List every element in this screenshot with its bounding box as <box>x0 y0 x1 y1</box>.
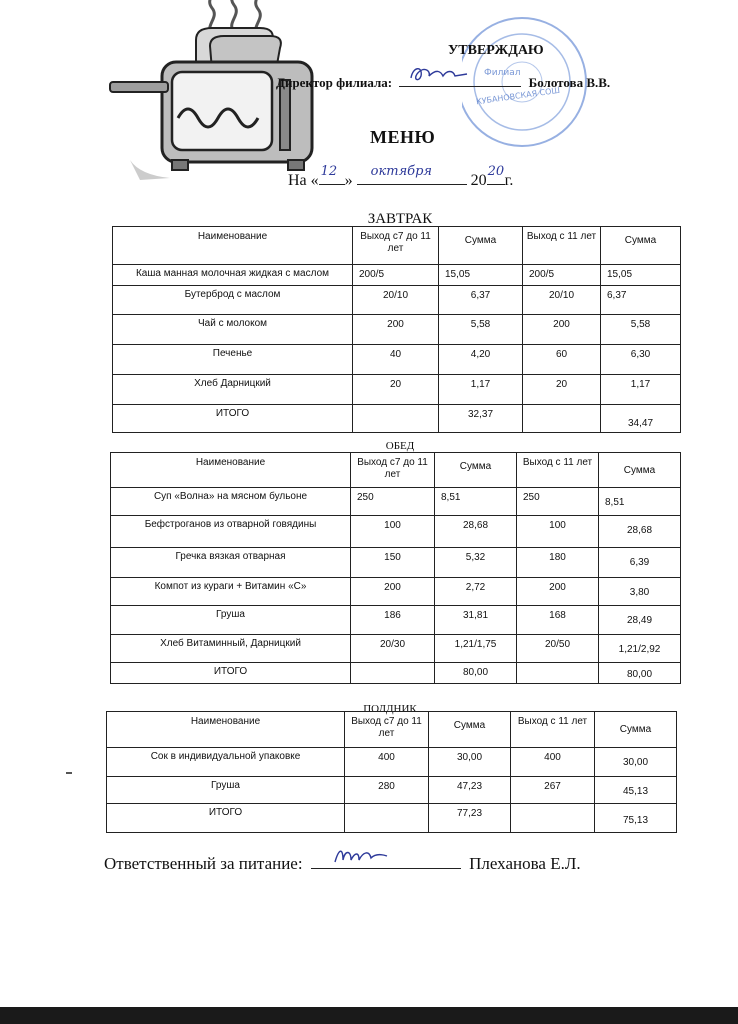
responsible-name: Плеханова Е.Л. <box>469 854 581 873</box>
table-row <box>107 777 677 804</box>
director-label: Директор филиала: <box>276 75 393 90</box>
sum1-value: 5,58 <box>439 315 523 345</box>
sum2-value: 8,51 <box>599 488 681 516</box>
signature-line <box>311 852 461 869</box>
sum1-value: 28,68 <box>435 516 517 548</box>
col-sum2: Сумма <box>601 227 681 265</box>
col-out2: Выход с 11 лет <box>511 712 595 748</box>
out2-value: 20/50 <box>517 635 599 663</box>
out1-value: 280 <box>345 777 429 804</box>
dish-name: Бутерброд с маслом <box>113 286 353 315</box>
total-label: ИТОГО <box>111 663 351 684</box>
table-header-row <box>113 227 681 265</box>
out1-value: 200 <box>353 315 439 345</box>
table-row <box>113 375 681 405</box>
total-sum2: 75,13 <box>595 804 677 833</box>
out1-value: 250 <box>351 488 435 516</box>
dish-name: Чай с молоком <box>113 315 353 345</box>
approve-heading: УТВЕРЖДАЮ <box>448 43 544 58</box>
scan-mark <box>66 772 72 774</box>
total-sum1: 80,00 <box>435 663 517 684</box>
sum2-value: 15,05 <box>601 265 681 286</box>
total-row <box>107 804 677 833</box>
sum2-value: 6,30 <box>601 345 681 375</box>
out2-value: 20/10 <box>523 286 601 315</box>
dish-name: Хлеб Витаминный, Дарницкий <box>111 635 351 663</box>
director-signature <box>407 62 477 86</box>
date-year-prefix: 20 <box>470 172 487 189</box>
out1-value: 400 <box>345 748 429 777</box>
sum2-value: 6,37 <box>601 286 681 315</box>
date-mid: » <box>344 172 353 189</box>
dish-name: Суп «Волна» на мясном бульоне <box>111 488 351 516</box>
col-name: Наименование <box>111 453 351 488</box>
out2-value: 100 <box>517 516 599 548</box>
out1-value: 200 <box>351 578 435 606</box>
date-day-slot <box>319 164 345 185</box>
table-row <box>113 345 681 375</box>
out2-value: 200 <box>523 315 601 345</box>
dish-name: Гречка вязкая отварная <box>111 548 351 578</box>
out2-value: 250 <box>517 488 599 516</box>
table-row <box>111 548 681 578</box>
table-row <box>111 635 681 663</box>
sum2-value: 1,17 <box>601 375 681 405</box>
responsible-signature <box>331 844 391 868</box>
table-header-row <box>107 712 677 748</box>
table-row <box>111 578 681 606</box>
col-name: Наименование <box>107 712 345 748</box>
table-row <box>111 488 681 516</box>
total-out2 <box>523 405 601 433</box>
total-out2 <box>511 804 595 833</box>
out1-value: 150 <box>351 548 435 578</box>
sum2-value: 5,58 <box>601 315 681 345</box>
out1-value: 20/30 <box>351 635 435 663</box>
breakfast-title: ЗАВТРАК <box>367 211 433 227</box>
signature-line <box>399 74 521 87</box>
date-month: октября <box>370 164 433 179</box>
dish-name: Груша <box>107 777 345 804</box>
out1-value: 200/5 <box>353 265 439 286</box>
col-sum1: Сумма <box>439 227 523 265</box>
total-row <box>111 663 681 684</box>
table-row <box>113 286 681 315</box>
out1-value: 40 <box>353 345 439 375</box>
total-sum1: 77,23 <box>429 804 511 833</box>
dish-name: Сок в индивидуальной упаковке <box>107 748 345 777</box>
total-row <box>113 405 681 433</box>
dish-name: Печенье <box>113 345 353 375</box>
sum1-value: 47,23 <box>429 777 511 804</box>
responsible-line <box>104 852 581 874</box>
col-out1: Выход с7 до 11 лет <box>353 227 439 265</box>
sum2-value: 28,68 <box>599 516 681 548</box>
table-row <box>113 315 681 345</box>
table-row <box>107 748 677 777</box>
col-sum2: Сумма <box>595 712 677 748</box>
dish-name: Хлеб Дарницкий <box>113 375 353 405</box>
col-sum2: Сумма <box>599 453 681 488</box>
dish-name: Бефстроганов из отварной говядины <box>111 516 351 548</box>
snack-title: ПОЛДНИК <box>363 703 417 715</box>
table-row <box>113 265 681 286</box>
sum2-value: 28,49 <box>599 606 681 635</box>
sum1-value: 2,72 <box>435 578 517 606</box>
table-header-row <box>111 453 681 488</box>
total-label: ИТОГО <box>113 405 353 433</box>
date-day: 12 <box>320 164 338 179</box>
director-line <box>276 74 610 91</box>
col-out2: Выход с 11 лет <box>517 453 599 488</box>
page-title: МЕНЮ <box>370 127 436 147</box>
sum1-value: 1,21/1,75 <box>435 635 517 663</box>
date-prefix: На « <box>288 172 319 189</box>
sum1-value: 31,81 <box>435 606 517 635</box>
sum2-value: 45,13 <box>595 777 677 804</box>
menu-date <box>288 164 514 190</box>
col-sum1: Сумма <box>429 712 511 748</box>
total-sum2: 34,47 <box>601 405 681 433</box>
out2-value: 180 <box>517 548 599 578</box>
total-out2 <box>517 663 599 684</box>
sum2-value: 3,80 <box>599 578 681 606</box>
out1-value: 100 <box>351 516 435 548</box>
responsible-label: Ответственный за питание: <box>104 854 303 873</box>
date-year-suffix: 20 <box>487 164 505 179</box>
sum2-value: 30,00 <box>595 748 677 777</box>
col-out2: Выход с 11 лет <box>523 227 601 265</box>
out2-value: 267 <box>511 777 595 804</box>
out2-value: 168 <box>517 606 599 635</box>
dish-name: Груша <box>111 606 351 635</box>
sum1-value: 4,20 <box>439 345 523 375</box>
out2-value: 20 <box>523 375 601 405</box>
sum1-value: 8,51 <box>435 488 517 516</box>
col-out1: Выход с7 до 11 лет <box>351 453 435 488</box>
sum1-value: 1,17 <box>439 375 523 405</box>
table-row <box>111 516 681 548</box>
out2-value: 60 <box>523 345 601 375</box>
sum1-value: 6,37 <box>439 286 523 315</box>
sum2-value: 1,21/2,92 <box>599 635 681 663</box>
svg-text:КУБАНОВСКАЯ СОШ: КУБАНОВСКАЯ СОШ <box>475 85 561 107</box>
out2-value: 400 <box>511 748 595 777</box>
date-suffix: г. <box>504 172 514 189</box>
svg-text:Филиал: Филиал <box>484 68 521 78</box>
dish-name: Компот из кураги + Витамин «С» <box>111 578 351 606</box>
breakfast-table <box>112 226 681 433</box>
lunch-table <box>110 452 681 684</box>
total-sum1: 32,37 <box>439 405 523 433</box>
sum1-value: 15,05 <box>439 265 523 286</box>
sum2-value: 6,39 <box>599 548 681 578</box>
total-out1 <box>351 663 435 684</box>
date-year-slot <box>487 164 505 185</box>
sum1-value: 5,32 <box>435 548 517 578</box>
out1-value: 20/10 <box>353 286 439 315</box>
col-name: Наименование <box>113 227 353 265</box>
out2-value: 200/5 <box>523 265 601 286</box>
col-sum1: Сумма <box>435 453 517 488</box>
toaster-illustration <box>100 0 330 185</box>
date-month-slot <box>357 164 467 185</box>
total-label: ИТОГО <box>107 804 345 833</box>
total-sum2: 80,00 <box>599 663 681 684</box>
col-out1: Выход с7 до 11 лет <box>345 712 429 748</box>
total-out1 <box>345 804 429 833</box>
out1-value: 20 <box>353 375 439 405</box>
dish-name: Каша манная молочная жидкая с маслом <box>113 265 353 286</box>
out1-value: 186 <box>351 606 435 635</box>
director-name: Болотова В.В. <box>528 75 611 90</box>
lunch-title: ОБЕД <box>385 440 415 452</box>
table-row <box>111 606 681 635</box>
scan-edge <box>0 1007 738 1024</box>
snack-table <box>106 711 677 833</box>
out2-value: 200 <box>517 578 599 606</box>
sum1-value: 30,00 <box>429 748 511 777</box>
total-out1 <box>353 405 439 433</box>
